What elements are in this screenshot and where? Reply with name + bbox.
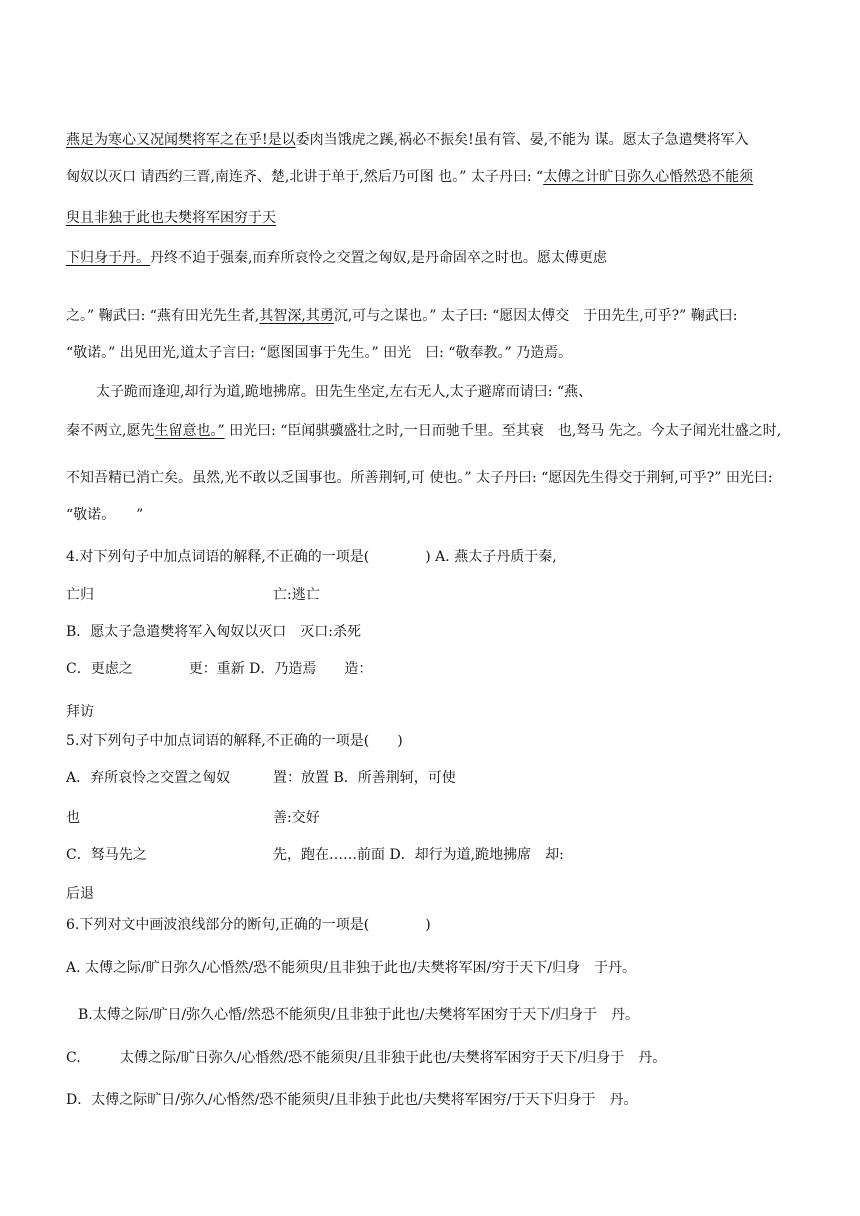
- passage-line-3: 臾且非独于此也夫樊将军困穷于天: [66, 210, 276, 226]
- passage-line-4: [66, 248, 607, 268]
- question-4-stem: 4.对下列句子中加点词语的解释,不正确的一项是( ) A. 燕太子丹质于秦,: [66, 549, 557, 565]
- question-5-option-a-left: A．弃所哀怜之交置之匈奴: [66, 770, 231, 786]
- question-5-option-b-cont-left: 也: [66, 810, 80, 826]
- question-5-option-d-cont: 后退: [66, 886, 94, 902]
- question-5-option-b-cont-right: 善:交好: [273, 810, 320, 826]
- question-6-option-c: 太傅之际/旷日弥久/心惛然/恐不能须臾/且非独于此也/夫樊将军困穷于天下/归身于 丹。: [120, 1050, 667, 1066]
- underlined-text: 其智深,其勇: [259, 308, 334, 324]
- passage-line-10: “敬诺。 ”: [66, 507, 144, 523]
- text: 秦不两立,愿先: [66, 423, 155, 439]
- question-4-option-c-d: C．更虑之 更：重新 D．乃造焉 造：: [66, 661, 373, 677]
- question-6-option-d: D．太傅之际旷日/弥久/心惛然/恐不能须臾/且非独于此也/夫樊将军困穷/于天下归身于 丹。: [66, 1092, 638, 1108]
- text: 委肉当饿虎之蹊,祸必不振矣!虽有管、晏,不能为 谋。愿太子急遣樊将军入: [295, 132, 749, 148]
- question-4-option-b: B．愿太子急遣樊将军入匈奴以灭口 灭口:杀死: [66, 624, 362, 640]
- underlined-text: 下归身于丹。: [66, 250, 150, 266]
- question-5-stem: 5.对下列句子中加点词语的解释,不正确的一项是( ): [66, 733, 403, 749]
- passage-line-2: [66, 167, 753, 187]
- question-4-option-a-right: 亡:逃亡: [273, 587, 320, 603]
- question-6-option-c-label: C.: [66, 1050, 81, 1066]
- question-4-option-d-cont: 拜访: [66, 704, 94, 720]
- passage-line-7: 太子跪而逢迎,却行为道,跪地拂席。田先生坐定,左右无人,太子避席而请曰: “燕、: [96, 384, 593, 400]
- text: 丹终不迫于强秦,而弃所哀怜之交置之匈奴,是丹命固卒之时也。愿太傅更虑: [150, 250, 607, 266]
- text: 田光曰: “臣闻骐骥盛壮之时,一日而驰千里。至其衰 也,驽马 先之。今太子闻光壮盛之时,: [224, 423, 782, 439]
- question-6-option-b: B.太傅之际/旷日/弥久心惛/然恐不能须臾/且非独于此也/夫樊将军困穷于天下/归身于 丹。: [78, 1007, 640, 1023]
- underlined-text: 生留意也。”: [154, 423, 225, 439]
- passage-line-5: [66, 306, 738, 326]
- text: 匈奴以灭口 请西约三晋,南连齐、楚,北讲于单于,然后乃可图 也。” 太子丹曰: “: [66, 169, 544, 185]
- underlined-text: 燕足为寒心又况闻樊将军之在乎!是以: [66, 132, 296, 148]
- underlined-text: 太傅之计旷日弥久心惛然恐不能须: [543, 169, 754, 185]
- passage-line-6: “敬诺。” 出见田光,道太子言曰: “愿图国事于先生。” 田光 曰: “敬奉教。” 乃造焉。: [66, 345, 573, 361]
- text: 之。” 鞠武曰: “燕有田光先生者,: [66, 308, 260, 324]
- question-6-stem: 6.下列对文中画波浪线部分的断句,正确的一项是( ): [66, 917, 431, 933]
- question-4-option-a-left: 亡归: [66, 587, 94, 603]
- question-6-option-a: A. 太傅之际/旷日弥久/心惛然/恐不能须臾/且非独于此也/夫樊将军困/穷于天下/归身 于丹。: [66, 960, 637, 976]
- question-5-option-c-right: 先，跑在……前面 D．却行为道,跪地拂席 却:: [273, 847, 564, 863]
- text: 沉,可与之谋也。” 太子曰: “愿因太傅交 于田先生,可乎?” 鞠武曰:: [333, 308, 738, 324]
- question-5-option-c-left: C．驽马先之: [66, 847, 147, 863]
- passage-line-9: 不知吾精已消亡矣。虽然,光不敢以乏国事也。所善荆轲,可 使也。” 太子丹曰: “愿因先生得交于荆轲,可乎?” 田光曰:: [66, 470, 773, 486]
- question-5-option-a-right: 置：放置 B．所善荆轲，可使: [273, 770, 456, 786]
- passage-line-8: [66, 421, 781, 441]
- passage-line-1: [66, 130, 749, 150]
